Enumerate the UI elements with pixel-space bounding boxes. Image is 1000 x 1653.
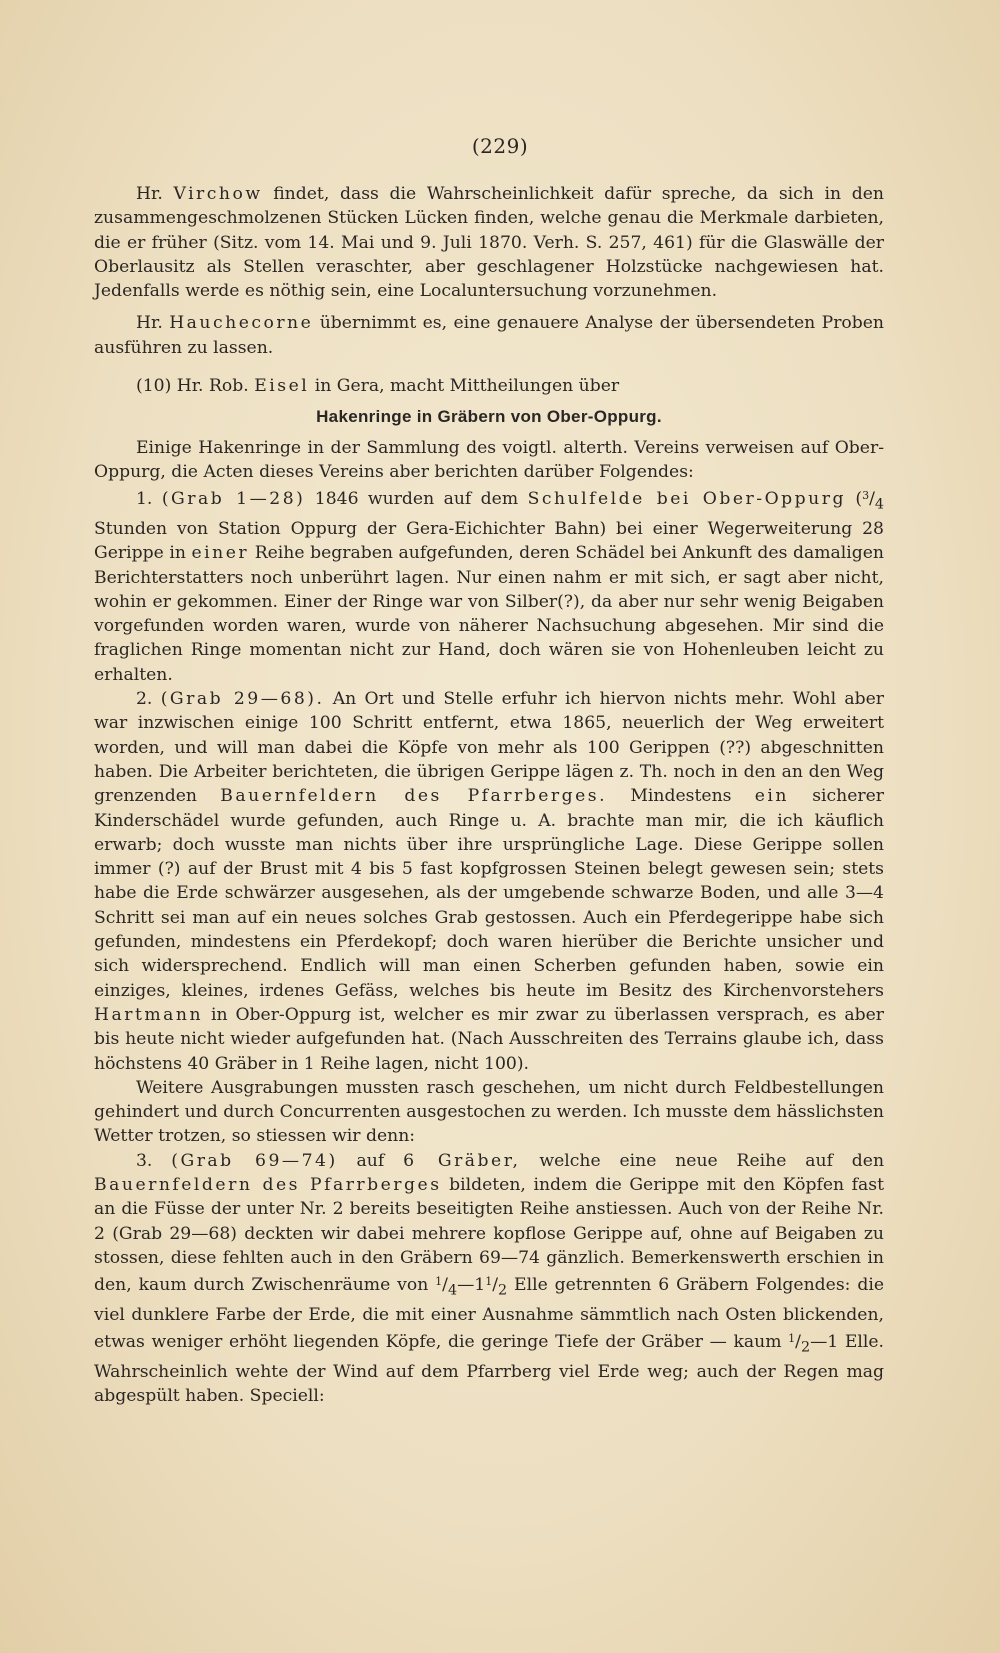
fraction-denominator: 4 [874,496,885,513]
text-run: An Ort und Stelle erfuhr ich hiervon nichts mehr. Wohl aber war inzwischen einige 100 Schritt entfernt, etwa 1865, neuerlich der Weg erweitert worden, und will man dabei die Köpfe von mehr als 100 Gerippen (??) abgeschnitten haben. Die Arbeiter berichteten, die übrigen Gerippe lägen z. Th. noch in den an den Weg grenzenden [94,689,884,807]
emphasis: 6 Gräber, [403,1150,521,1171]
text-run: —1 [457,1275,486,1296]
text-run: Mindestens [630,786,732,807]
text-run: auf [356,1150,385,1171]
fraction-denominator: 2 [800,1339,811,1356]
paragraph-intro: Einige Hakenringe in der Sammlung des voigtl. alterth. Vereins verweisen auf Ober-Oppurg, die Acten dieses Vereins aber berichten darüber Folgendes: [94,437,884,482]
paragraph-weitere: Weitere Ausgrabungen mussten rasch geschehen, um nicht durch Feldbestellungen gehindert und durch Concurrenten ausgestochen zu werden. Ich musste dem hässlichsten Wetter trotzen, so stiessen wir denn: [94,1077,884,1147]
paragraph-virchow [94,182,884,303]
person-name: Virchow [173,184,263,204]
honorific: Hr. [136,313,163,334]
item-number: 1. [136,489,153,510]
fraction-denominator: 2 [498,1282,508,1299]
grave-range: (Grab 29—68). [160,689,325,710]
text-run: bildeten, indem die Gerippe mit den Köpfen fast an die Füsse der unter Nr. 2 bereits beseitigten Reihe anstiessen. Auch von der Reihe Nr. 2 (Grab 29—68) deckten wir dabei mehrere kopflose Gerippe auf, ohne auf Beigaben zu stossen, diese fehlten auch in den Gräbern 69—74 gänzlich. Bemerkenswerth erschien in den, kaum durch Zwischenräume von [94,1175,885,1296]
text-run: in Ober-Oppurg ist, welcher es mir zwar zu überlassen versprach, es aber bis heute nicht wieder aufgefunden hat. (Nach Ausschreiten des Terrains glaube ich, dass höchstens 40 Gräber in 1 Reihe lagen, nicht 100). [94,1004,884,1074]
paragraph-grab-29-68 [94,687,884,1076]
paragraph-eisel [94,374,884,398]
person-name: Eisel [254,376,310,397]
item-number: 2. [136,689,153,710]
paragraph-text: findet, dass die Wahrscheinlichkeit dafür spreche, da sich in den zusammengeschmolzenen Stücken Lücken finden, welche genau die Merkmale darbieten, die er früher (Sitz. vom 14. Mai und 9. Juli 1870. Verh. S. 257, 461) für die Glaswälle der Oberlausitz als Stellen veraschter, aber geschlagener Holzstücke nachgewiesen hat. Jedenfalls werde es nöthig sein, eine Localuntersuchung vorzunehmen. [94,184,884,302]
body-text [94,182,884,1409]
place-name: Schulfelde bei Ober-Oppurg [527,489,846,510]
place-name: Bauernfeldern des Pfarrberges. [220,786,608,807]
honorific: Hr. [136,184,163,204]
paragraph-text: in Gera, macht Mittheilungen über [314,376,620,397]
fraction-numerator: 1 [435,1275,443,1289]
text-run: Elle getrennten 6 Gräbern Folgendes: die viel dunklere Farbe der Erde, die mit einer Ausnahme sämmtlich nach Osten blickenden, etwas weniger erhöht liegenden Köpfe, die geringe Tiefe der Gräber — kaum [94,1275,885,1353]
paragraph-grab-69-74: 3. (Grab 69—74) auf 6 Gräber, welche eine neue Reihe auf den Bauernfeldern des Pfarrberges bildeten, indem die Gerippe mit den Köpfen fast an die Füsse der unter Nr. 2 bereits beseitigten Reihe anstiessen. Auch von der Reihe Nr. 2 (Grab 29—68) deckten wir dabei mehrere kopflose Gerippe auf, ohne auf Beigaben zu stossen, diese fehlten auch in den Gräbern 69—74 gänzlich. Bemerkenswerth erschien in den, kaum durch Zwischenräume von $^1/_4—1^1/_2$ Elle getrennten 6 Gräbern Folgendes: die viel dunklere Farbe der Erde, die mit einer Ausnahme sämmtlich nach Osten blickenden, etwas weniger erhöht liegenden Köpfe, die geringe Tiefe der Gräber — kaum $^1/_2—1$ Elle. Wahrscheinlich wehte der Wind auf dem Pfarrberg viel Erde weg; auch der Regen mag abgespült haben. Speciell: [94,1150,885,1407]
person-name: Hauchecorne [169,313,314,334]
emphasis: einer [191,543,250,564]
section-prefix: (10) Hr. Rob. [136,376,249,397]
paragraph-grab-1-28: 1. (Grab 1—28) 1846 wurden auf dem Schulfelde bei Ober-Oppurg ($^3/_4$ Stunden von Station Oppurg der Gera-Eichichter Bahn) bei einer Wegerweiterung 28 Gerippe in einer Reihe begraben aufgefunden, deren Schädel bei Ankunft des damaligen Berichterstatters noch unberührt lagen. Nur einen nahm er mit sich, er sagt aber nicht, wohin er gekommen. Einer der Ringe war von Silber(?), da aber nur sehr wenig Beigaben vorgefunden worden waren, wurde von näherer Nachsuchung abgesehen. Mir sind die fraglichen Ringe momentan nicht zur Hand, doch wären sie von Hohenleuben leicht zu erhalten. [94,489,885,685]
grave-range: (Grab 1—28) [161,489,306,510]
text-run: welche eine neue Reihe auf den [539,1150,885,1171]
text-run: —1 Elle. Wahrscheinlich wehte der Wind auf dem Pfarrberg viel Erde weg; auch der Regen mag abgespült haben. Speciell: [94,1332,884,1407]
fraction-numerator: 3 [862,489,870,503]
page-number: (229) [471,134,529,158]
fraction-denominator: 4 [447,1282,458,1299]
person-name: Hartmann [94,1004,204,1025]
text-run: sicherer Kinderschädel wurde gefunden, auch Ringe u. A. brachte man mir, die ich käuflich erwarb; doch wusste man nichts über ihre ursprüngliche Lage. Diese Gerippe sollen immer (?) auf der Brust mit 4 bis 5 fast kopfgrossen Steinen belegt gewesen sein; stets habe die Erde schwärzer ausgesehen, als der umgebende schwarze Boden, und alle 3—4 Schritt sei man auf ein neues solches Grab gestossen. Auch ein Pferdegerippe habe sich gefunden, mindestens ein Pferdekopf; doch waren hierüber die Berichte unsicher und sich widersprechend. Endlich will man einen Scherben gefunden haben, sowie ein einziges, kleines, irdenes Gefäss, welches bis heute im Besitz des Kirchenvorstehers [94,786,885,1001]
grave-range: (Grab 69—74) [171,1150,338,1171]
text-run: Reihe begraben aufgefunden, deren Schädel bei Ankunft des damaligen Berichterstatters noch unberührt lagen. Nur einen nahm er mit sich, er sagt aber nicht, wohin er gekommen. Einer der Ringe war von Silber(?), da aber nur sehr wenig Beigaben vorgefunden worden waren, wurde von näherer Nachsuchung abgesehen. Mir sind die fraglichen Ringe momentan nicht zur Hand, doch wären sie von Hohenleuben leicht zu erhalten. [94,543,884,685]
fraction-numerator: 1 [485,1275,493,1289]
paragraph-text: übernimmt es, eine genauere Analyse der übersendeten Proben ausführen zu lassen. [94,313,885,358]
paragraph-hauchecorne [94,311,884,360]
item-number: 3. [136,1150,153,1171]
emphasis: ein [754,786,789,807]
text-run: 1846 wurden auf dem [314,489,519,510]
text-run: Stunden von Station Oppurg der Gera-Eichichter Bahn) bei einer Wegerweiterung 28 Gerippe in [94,519,884,564]
place-name: Bauernfeldern des Pfarrberges [94,1175,442,1196]
section-heading: Hakenringe in Gräbern von Ober-Oppurg. [316,407,662,427]
fraction-numerator: 1 [788,1332,796,1346]
